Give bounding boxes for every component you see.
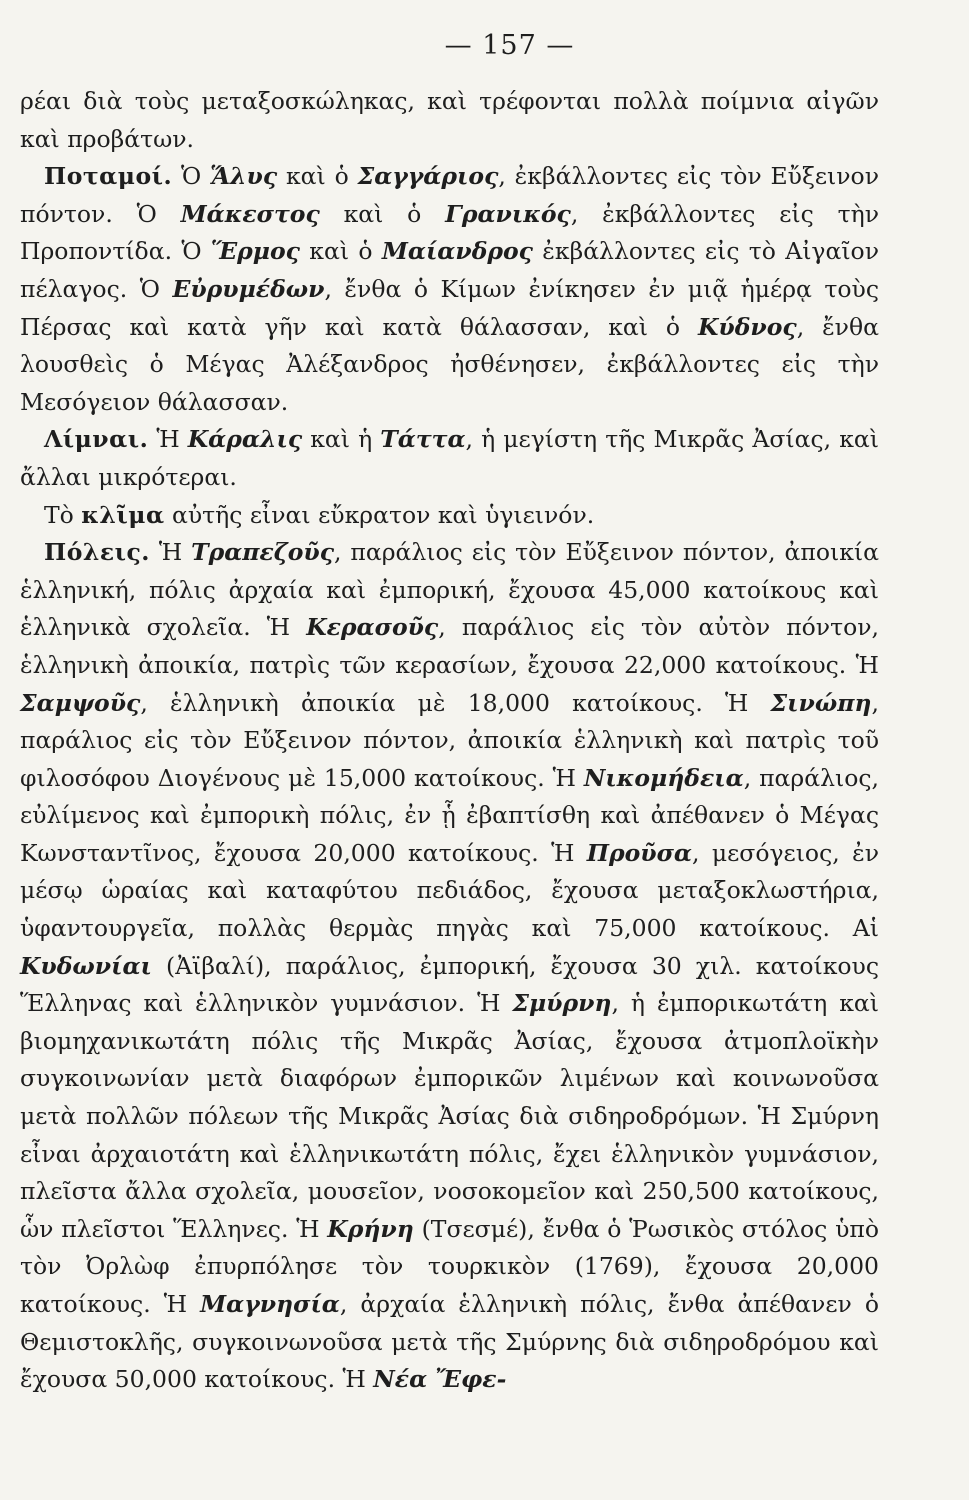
text-run: , παράλιος εἰς τὸν Εὔξεινον πόντον, ἀποικία ἑλληνική, πόλις ἀρχαία καὶ ἐμπορική, ἔχουσα 45,000 κατοίκους καὶ ἑλληνικὰ σχολεῖα. Ἡ (20, 538, 879, 642)
text-run: Ἡ (148, 425, 188, 454)
place-name: Τάττα (380, 425, 466, 454)
paragraph (20, 158, 879, 421)
text-run: , ἡ μεγίστη τῆς Μικρᾶς Ἀσίας, καὶ ἄλλαι μικρότεραι. (20, 425, 880, 491)
place-name: Κύδνος (697, 312, 797, 341)
place-name: Κυδωνίαι (20, 951, 152, 980)
text-run: , ἐκβάλλοντες εἰς τὸν Εὔξεινον πόντον. Ὁ (20, 162, 879, 228)
paragraph (20, 83, 879, 158)
place-name: Μαγνησία (200, 1290, 340, 1318)
text-run: Τὸ (44, 500, 82, 529)
section-heading: κλῖμα (81, 500, 165, 529)
place-name: Γρανικός (445, 199, 571, 228)
section-heading: Πόλεις. (44, 538, 150, 567)
text-run: ἐκβάλλοντες εἰς τὸ Αἰγαῖον πέλαγος. Ὁ (20, 237, 879, 303)
place-name: Εὐρυμέδων (172, 274, 325, 303)
place-name: Μάκεστος (180, 199, 320, 228)
text-run: ρέαι διὰ τοὺς μεταξοσκώληκας, καὶ τρέφονται πολλὰ ποίμνια αἰγῶν καὶ προβάτων. (20, 87, 879, 153)
section-heading: Λίμναι. (44, 425, 149, 454)
text-run: καὶ ἡ (302, 425, 381, 454)
place-name: Σμύρνη (512, 989, 612, 1018)
paragraph (20, 534, 879, 1399)
text-run: αὐτῆς εἶναι εὔκρατον καὶ ὑγιεινόν. (164, 500, 595, 529)
place-name: Σαγγάριος (357, 162, 499, 191)
place-name: Νέα Ἔφε- (373, 1365, 507, 1394)
text-run: , ἔνθα ὁ Κίμων ἐνίκησεν ἐν μιᾷ ἡμέρᾳ τοὺς Πέρσας καὶ κατὰ γῆν καὶ κατὰ θάλασσαν, καὶ ὁ (20, 274, 879, 341)
text-run: , ἔνθα λουσθεὶς ὁ Μέγας Ἀλέξανδρος ἠσθένησεν, ἐκβάλλοντες εἰς τὴν Μεσόγειον θάλασσαν. (20, 312, 879, 416)
text-run: (Τσεσμέ), ἔνθα ὁ Ῥωσικὸς στόλος ὑπὸ τὸν Ὀρλὼφ ἐπυρπόλησε τὸν τουρκικὸν (1769), ἔχουσα 20,000 κατοίκους. Ἡ (20, 1214, 879, 1318)
text-run: , μεσόγειος, ἐν μέσῳ ὡραίας καὶ καταφύτου πεδιάδος, ἔχουσα μεταξοκλωστήρια, ὑφαντουργεῖα, πολλὰς θερμὰς πηγὰς καὶ 75,000 κατοίκους. Αἱ (20, 838, 879, 943)
text-run: , ἀρχαία ἑλληνικὴ πόλις, ἔνθα ἀπέθανεν ὁ Θεμιστοκλῆς, συγκοινωνοῦσα μετὰ τῆς Σμύρνης διὰ σιδηροδρόμου καὶ ἔχουσα 50,000 κατοίκους. Ἡ (20, 1290, 879, 1394)
page-number: — 157 — (444, 30, 575, 61)
place-name: Ἅλυς (210, 162, 278, 191)
text-run: Ὁ (172, 162, 211, 191)
paragraph (20, 421, 879, 496)
text-run: καὶ ὁ (319, 199, 446, 228)
text-run: καὶ ὁ (277, 162, 358, 191)
text-run: , παράλιος εἰς τὸν Εὔξεινον πόντον, ἀποικία ἑλληνικὴ καὶ πατρὶς τοῦ φιλοσόφου Διογένους μὲ 15,000 κατοίκους. Ἡ (20, 688, 879, 792)
text-run: , ἐκβάλλοντες εἰς τὴν Προποντίδα. Ὁ (20, 199, 879, 266)
place-name: Σαμψοῦς (20, 688, 141, 717)
text-run: , παράλιος, εὐλίμενος καὶ ἐμπορικὴ πόλις, ἐν ᾗ ἐβαπτίσθη καὶ ἀπέθανεν ὁ Μέγας Κωνσταντῖνος, ἔχουσα 20,000 κατοίκους. Ἡ (20, 763, 879, 867)
place-name: Κρήνη (327, 1214, 414, 1243)
paragraph (20, 497, 879, 535)
body-text (20, 83, 879, 1399)
place-name: Σινώπη (770, 688, 872, 717)
place-name: Προῦσα (586, 838, 693, 867)
place-name: Τραπεζοῦς (191, 538, 335, 567)
text-run: καὶ ὁ (299, 237, 382, 266)
place-name: Κάραλις (187, 425, 303, 454)
text-run: Ἡ (150, 538, 192, 567)
place-name: Μαίανδρος (381, 237, 533, 266)
place-name: Ἕρμος (210, 237, 300, 266)
place-name: Κερασοῦς (306, 613, 439, 642)
text-run: (Ἀϊβαλί), παράλιος, ἐμπορική, ἔχουσα 30 χιλ. κατοίκους Ἕλληνας καὶ ἑλληνικὸν γυμνάσιον. Ἡ (20, 951, 879, 1018)
text-run: , ἑλληνικὴ ἀποικία μὲ 18,000 κατοίκους. Ἡ (140, 688, 771, 717)
text-run: , ἡ ἐμπορικωτάτη καὶ βιομηχανικωτάτη πόλις τῆς Μικρᾶς Ἀσίας, ἔχουσα ἀτμοπλοϊκὴν συγκοινωνίαν μετὰ διαφόρων ἐμπορικῶν λιμένων καὶ κοινωνοῦσα μετὰ πολλῶν πόλεων τῆς Μικρᾶς Ἀσίας διὰ σιδηροδρόμων. Ἡ Σμύρνη εἶναι ἀρχαιοτάτη καὶ ἑλληνικωτάτη πόλις, ἔχει ἑλληνικὸν γυμνάσιον, πλεῖστα ἄλλα σχολεῖα, μουσεῖον, νοσοκομεῖον καὶ 250,500 κατοίκους, ὧν πλεῖστοι Ἕλληνες. Ἡ (20, 989, 879, 1243)
text-run: , παράλιος εἰς τὸν αὐτὸν πόντον, ἑλληνικὴ ἀποικία, πατρὶς τῶν κερασίων, ἔχουσα 22,000 κατοίκους. Ἡ (20, 613, 879, 679)
place-name: Νικομήδεια (583, 763, 744, 792)
section-heading: Ποταμοί. (44, 162, 173, 191)
